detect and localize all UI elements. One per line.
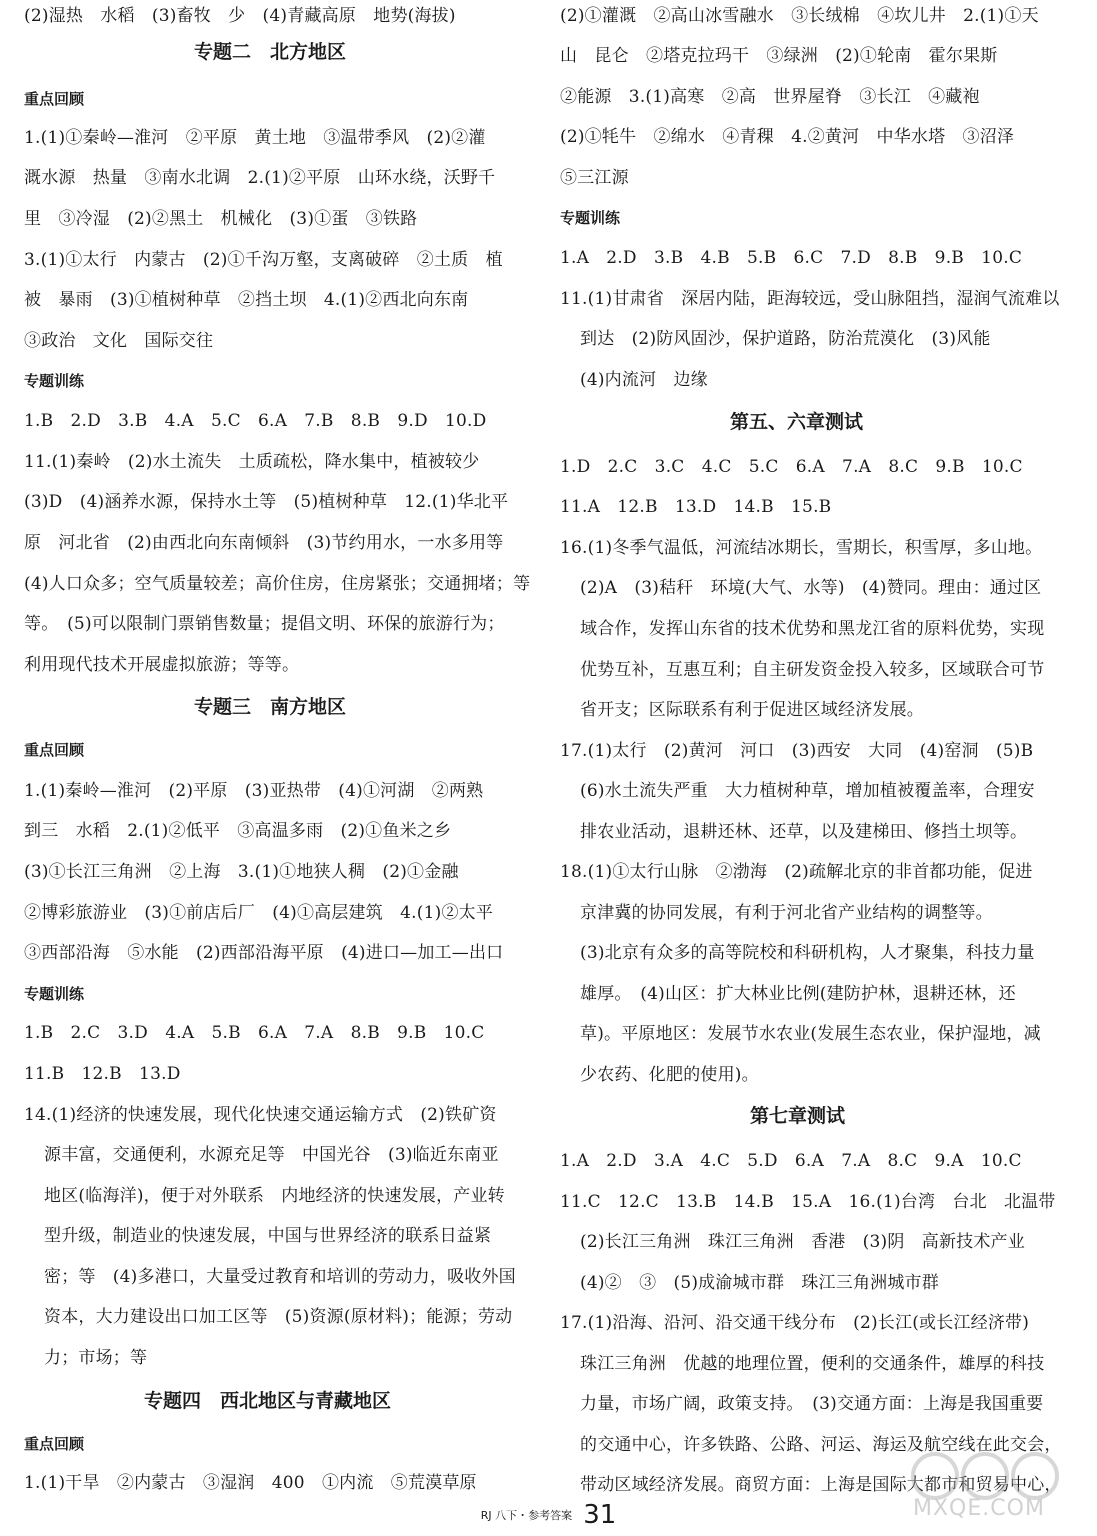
answer-line: 14.(1)经济的快速发展，现代化快速交通运输方式 (2)铁矿资 xyxy=(24,1105,497,1125)
answer-line: 力；市场；等 xyxy=(44,1348,148,1368)
answer-line: 17.(1)太行 (2)黄河 河口 (3)西安 大同 (4)窑洞 (5)B xyxy=(560,741,1034,761)
answer-line: 珠江三角洲 优越的地理位置，便利的交通条件，雄厚的科技 xyxy=(580,1354,1045,1374)
answer-line: (3)D (4)涵养水源，保持水土等 (5)植树种草 12.(1)华北平 xyxy=(24,492,509,512)
answer-line: 17.(1)沿海、沿河、沿交通干线分布 (2)长江(或长江经济带) xyxy=(560,1313,1030,1333)
answer-line: 到三 水稻 2.(1)②低平 ③高温多雨 (2)①鱼米之乡 xyxy=(24,821,452,841)
answer-line: 3.(1)①太行 内蒙古 (2)①千沟万壑，支离破碎 ②土质 植 xyxy=(24,250,503,270)
answer-line: 溉水源 热量 ③南水北调 2.(1)②平原 山环水绕，沃野千 xyxy=(24,168,496,188)
answer-line: 的交通中心，许多铁路、公路、河运、海运及航空线在此交会， xyxy=(580,1435,1062,1455)
answer-line: (2)①牦牛 ②绵水 ④青稞 4.②黄河 中华水塔 ③沼泽 xyxy=(560,127,1015,147)
answer-line: 山 昆仑 ②塔克拉玛干 ③绿洲 (2)①轮南 霍尔果斯 xyxy=(560,46,998,66)
answer-line: 1.(1)秦岭—淮河 (2)平原 (3)亚热带 (4)①河湖 ②两熟 xyxy=(24,781,484,801)
answer-line: 京津冀的协同发展，有利于河北省产业结构的调整等。 xyxy=(580,903,993,923)
page-number: 31 xyxy=(583,1500,617,1530)
answer-line: 少农药、化肥的使用)。 xyxy=(580,1065,759,1085)
answer-line: (2)①灌溉 ②高山冰雪融水 ③长绒棉 ④坎儿井 2.(1)①天 xyxy=(560,6,1039,26)
answer-line: (4)② ③ (5)成渝城市群 珠江三角洲城市群 xyxy=(580,1273,939,1293)
answer-line: 省开支；区际联系有利于促进区域经济发展。 xyxy=(580,700,924,720)
answer-line: 域合作，发挥山东省的技术优势和黑龙江省的原料优势，实现 xyxy=(580,619,1045,639)
answer-line: (3)①长江三角洲 ②上海 3.(1)①地狭人稠 (2)①金融 xyxy=(24,862,459,882)
answer-line: 1.(1)干旱 ②内蒙古 ③湿润 400 ①内流 ⑤荒漠草原 xyxy=(24,1473,477,1493)
answer-line: 排农业活动，退耕还林、还草，以及建梯田、修挡土坝等。 xyxy=(580,822,1028,842)
answer-line: 1.B 2.C 3.D 4.A 5.B 6.A 7.A 8.B 9.B 10.C xyxy=(24,1023,485,1043)
answer-line: 等。 (5)可以限制门票销售数量；提倡文明、环保的旅游行为； xyxy=(24,614,505,634)
answer-line: (3)北京有众多的高等院校和科研机构，人才聚集，科技力量 xyxy=(580,943,1035,963)
answer-line: 1.D 2.C 3.C 4.C 5.C 6.A 7.A 8.C 9.B 10.C xyxy=(560,457,1023,477)
subsection-heading: 专题训练 xyxy=(24,372,85,390)
subsection-heading: 重点回顾 xyxy=(24,741,85,759)
section-title: 专题四 西北地区与青藏地区 xyxy=(144,1390,392,1412)
answer-line: 地区(临海洋)，便于对外联系 内地经济的快速发展，产业转 xyxy=(44,1186,505,1206)
section-title: 第五、六章测试 xyxy=(730,411,864,433)
answer-line: 1.A 2.D 3.B 4.B 5.B 6.C 7.D 8.B 9.B 10.C xyxy=(560,248,1023,268)
answer-line: (4)内流河 边缘 xyxy=(580,370,708,390)
answer-line: 到达 (2)防风固沙，保护道路，防治荒漠化 (3)风能 xyxy=(580,329,991,349)
answer-line: ③西部沿海 ⑤水能 (2)西部沿海平原 (4)进口—加工—出口 xyxy=(24,943,504,963)
answer-line: (6)水土流失严重 大力植树种草，增加植被覆盖率，合理安 xyxy=(580,781,1035,801)
answer-line: 草)。平原地区：发展节水农业(发展生态农业，保护湿地，减 xyxy=(580,1024,1041,1044)
answer-line: 原 河北省 (2)由西北向东南倾斜 (3)节约用水，一水多用等 xyxy=(24,533,504,553)
footer-label: RJ 八下・参考答案 xyxy=(480,1509,573,1522)
answer-line: 18.(1)①太行山脉 ②渤海 (2)疏解北京的非首都功能，促进 xyxy=(560,862,1033,882)
answer-line: ⑤三江源 xyxy=(560,168,629,188)
answer-line: 11.(1)秦岭 (2)水土流失 土质疏松，降水集中，植被较少 xyxy=(24,452,480,472)
answer-line: 1.B 2.D 3.B 4.A 5.C 6.A 7.B 8.B 9.D 10.D xyxy=(24,411,487,431)
subsection-heading: 重点回顾 xyxy=(24,90,85,108)
answer-line: 16.(1)冬季气温低，河流结冰期长，雪期长，积雪厚，多山地。 xyxy=(560,538,1043,558)
answer-line: 资本，大力建设出口加工区等 (5)资源(原材料)；能源；劳动 xyxy=(44,1307,513,1327)
subsection-heading: 专题训练 xyxy=(24,985,85,1003)
answer-line: 优势互补，互惠互利；自主研发资金投入较多，区域联合可节 xyxy=(580,660,1045,680)
section-title: 专题三 南方地区 xyxy=(194,696,347,718)
answer-line: 里 ③冷湿 (2)②黑土 机械化 (3)①蛋 ③铁路 xyxy=(24,209,418,229)
answer-line: ②能源 3.(1)高寒 ②高 世界屋脊 ③长江 ④藏袍 xyxy=(560,87,980,107)
answer-line: 11.(1)甘肃省 深居内陆，距海较远，受山脉阻挡，湿润气流难以 xyxy=(560,289,1060,309)
answer-line: (2)湿热 水稻 (3)畜牧 少 (4)青藏高原 地势(海拔) xyxy=(24,6,456,26)
answer-line: ②博彩旅游业 (3)①前店后厂 (4)①高层建筑 4.(1)②太平 xyxy=(24,903,494,923)
subsection-heading: 重点回顾 xyxy=(24,1435,85,1453)
answer-line: 11.B 12.B 13.D xyxy=(24,1064,181,1084)
answer-line: (2)长江三角洲 珠江三角洲 香港 (3)阴 高新技术产业 xyxy=(580,1232,1025,1252)
answer-line: 带动区域经济发展。商贸方面：上海是国际大都市和贸易中心， xyxy=(580,1475,1062,1495)
answer-line: 密；等 (4)多港口，大量受过教育和培训的劳动力，吸收外国 xyxy=(44,1267,516,1287)
answer-line: 被 暴雨 (3)①植树种草 ②挡土坝 4.(1)②西北向东南 xyxy=(24,290,469,310)
answer-line: 11.C 12.C 13.B 14.B 15.A 16.(1)台湾 台北 北温带 xyxy=(560,1192,1056,1212)
watermark-text: MXQE.COM xyxy=(913,1496,1045,1521)
answer-line: 11.A 12.B 13.D 14.B 15.B xyxy=(560,497,832,517)
subsection-heading: 专题训练 xyxy=(560,209,621,227)
answer-line: (4)人口众多；空气质量较差；高价住房，住房紧张；交通拥堵；等 xyxy=(24,574,531,594)
answer-line: 1.(1)①秦岭—淮河 ②平原 黄土地 ③温带季风 (2)②灌 xyxy=(24,128,486,148)
watermark xyxy=(895,1448,1085,1528)
answer-line: 力量，市场广阔，政策支持。 (3)交通方面：上海是我国重要 xyxy=(580,1394,1044,1414)
answer-line: 1.A 2.D 3.A 4.C 5.D 6.A 7.A 8.C 9.A 10.C xyxy=(560,1151,1022,1171)
answer-line: 型升级，制造业的快速发展，中国与世界经济的联系日益紧 xyxy=(44,1226,492,1246)
answer-line: (2)A (3)秸秆 环境(大气、水等) (4)赞同。理由：通过区 xyxy=(580,578,1042,598)
answer-line: 利用现代技术开展虚拟旅游；等等。 xyxy=(24,655,300,675)
section-title: 第七章测试 xyxy=(750,1105,846,1127)
answer-line: ③政治 文化 国际交往 xyxy=(24,331,214,351)
section-title: 专题二 北方地区 xyxy=(194,41,347,63)
answer-line: 雄厚。 (4)山区：扩大林业比例(建防护林，退耕还林，还 xyxy=(580,984,1016,1004)
answer-line: 源丰富，交通便利，水源充足等 中国光谷 (3)临近东南亚 xyxy=(44,1145,499,1165)
